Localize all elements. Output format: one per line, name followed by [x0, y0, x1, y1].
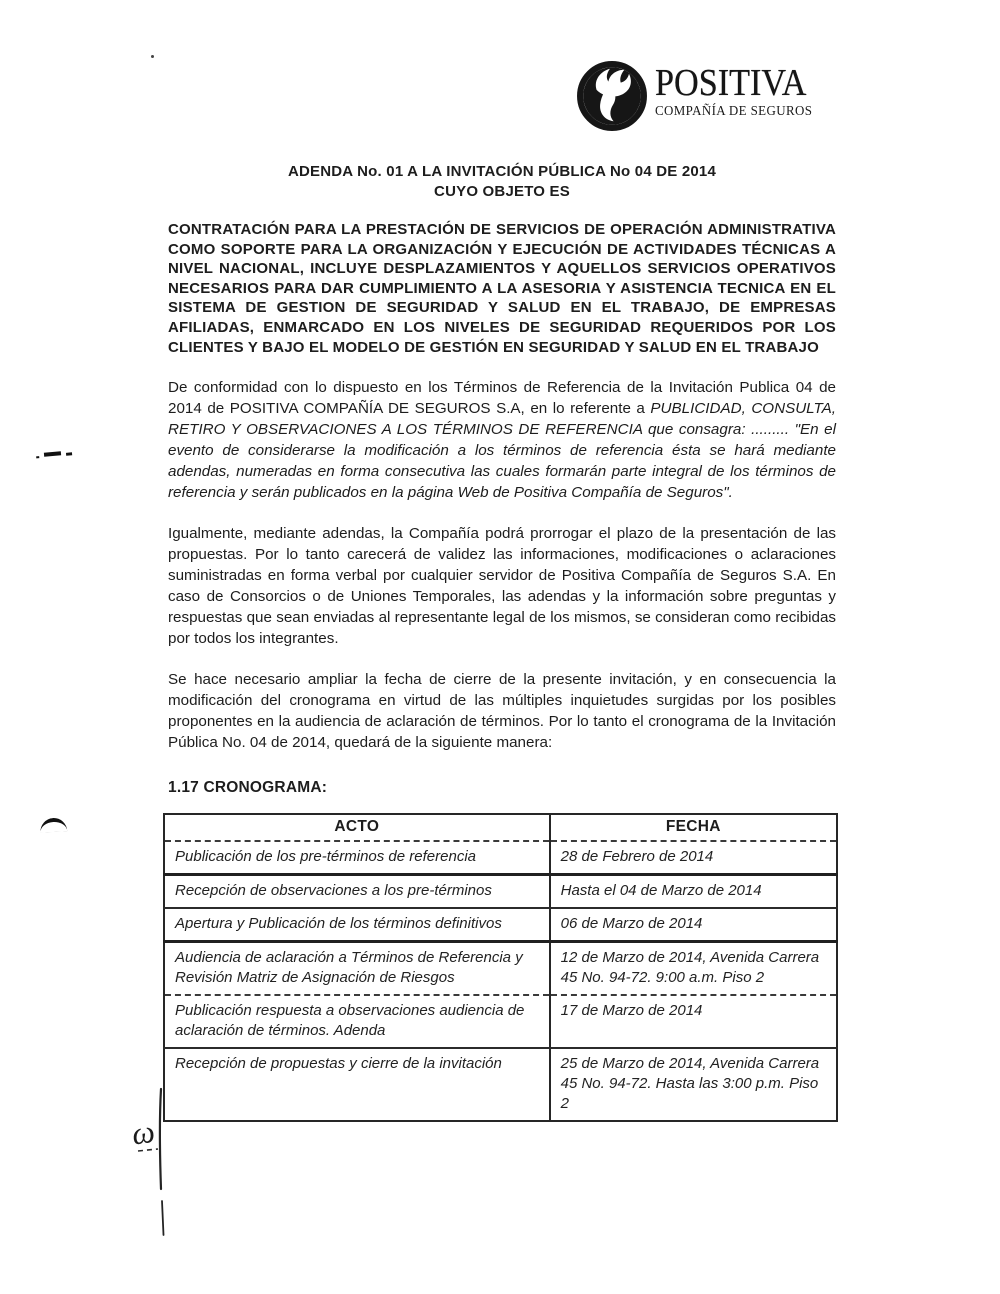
acto-cell: Recepción de observaciones a los pre-términos [164, 875, 550, 909]
logo-brand-text: POSITIVA [655, 62, 807, 104]
reference-paragraph-italic-quote: PUBLICIDAD, CONSULTA, RETIRO Y OBSERVACIONES A LOS TÉRMINOS DE REFERENCIA que consagra: ......... "En el evento de considerarse la modificación a los términos de referencia ésta se hará mediante adendas, numeradas en forma consecutiva las cuales formarán parte integral de los términos de referencia y serán publicados en la página Web de Positiva Compañía de Seguros". [168, 400, 836, 502]
table-row [164, 995, 837, 1048]
logo-tagline-text: COMPAÑÍA DE SEGUROS [655, 103, 813, 118]
table-header-acto: ACTO [164, 814, 550, 841]
fecha-cell: 06 de Marzo de 2014 [550, 908, 837, 942]
acto-cell: Audiencia de aclaración a Términos de Referencia y Revisión Matriz de Asignación de Riesgos [164, 942, 550, 996]
title-line-2: CUYO OBJETO ES [434, 183, 570, 200]
fecha-cell: 12 de Marzo de 2014, Avenida Carrera 45 No. 94-72. 9:00 a.m. Piso 2 [550, 942, 837, 996]
section-heading-cronograma: 1.17 CRONOGRAMA: [168, 779, 328, 797]
scan-speck [151, 55, 154, 58]
reference-paragraph-normal: De conformidad con lo dispuesto en los Términos de Referencia de la Invitación Publica 04 de 2014 de POSITIVA COMPAÑÍA DE SEGUROS S.A, en lo referente a [168, 379, 836, 418]
fecha-cell: Hasta el 04 de Marzo de 2014 [550, 875, 837, 909]
document-title [168, 162, 836, 202]
acto-cell: Publicación respuesta a observaciones audiencia de aclaración de términos. Adenda [164, 995, 550, 1048]
table-row [164, 942, 837, 996]
fecha-cell: 25 de Marzo de 2014, Avenida Carrera 45 No. 94-72. Hasta las 3:00 p.m. Piso 2 [560, 1055, 820, 1113]
table-row [164, 841, 837, 875]
svg-text:ω: ω [129, 1112, 157, 1152]
margin-dash-mark [40, 817, 68, 832]
positiva-globe-icon [576, 60, 648, 132]
table-row [164, 875, 837, 909]
fecha-cell: 28 de Febrero de 2014 [550, 841, 837, 875]
acto-cell: Publicación de los pre-términos de referencia [164, 841, 550, 875]
table-row [164, 1048, 837, 1121]
company-logo [576, 60, 823, 132]
validity-paragraph: Igualmente, mediante adendas, la Compañía podrá prorrogar el plazo de la presentación de las propuestas. Por lo tanto carecerá de validez las informaciones, modificaciones o aclaraciones suministradas en forma verbal por cualquier servidor de Positiva Compañía de Seguros S.A. En caso de Consorcios o de Uniones Temporales, las adendas y la información sobre preguntas y respuestas que sean enviadas al representante legal de los mismos, se consideran como recibidas por todos los integrantes. [168, 525, 836, 648]
cronograma-table [163, 813, 838, 1122]
table-header-row [164, 814, 837, 841]
document-body [168, 162, 836, 1122]
title-line-1: ADENDA No. 01 A LA INVITACIÓN PÚBLICA No 04 DE 2014 [287, 163, 717, 180]
fecha-cell: 17 de Marzo de 2014 [550, 995, 837, 1048]
extension-paragraph: Se hace necesario ampliar la fecha de cierre de la presente invitación, y en consecuencia la modificación del cronograma en virtud de las múltiples inquietudes surgidas por los posibles proponentes en la audiencia de aclaración de términos. Por lo tanto el cronograma de la Invitación Pública No. 04 de 2014, quedará de la siguiente manera: [168, 671, 836, 752]
logo-wordmark [655, 62, 823, 119]
table-header-fecha: FECHA [550, 814, 837, 841]
margin-dash-mark [44, 451, 61, 456]
table-row [164, 908, 837, 942]
handwritten-initial-mark [128, 1085, 178, 1245]
acto-cell: Apertura y Publicación de los términos definitivos [164, 908, 550, 942]
reference-paragraph [168, 377, 836, 503]
object-clause-paragraph: CONTRATACIÓN PARA LA PRESTACIÓN DE SERVICIOS DE OPERACIÓN ADMINISTRATIVA COMO SOPORTE PARA LA ORGANIZACIÓN Y EJECUCIÓN DE ACTIVIDADES TÉCNICAS A NIVEL NACIONAL, INCLUYE DESPLAZAMIENTOS Y AQUELLOS SERVICIOS OPERATIVOS NECESARIOS PARA DAR CUMPLIMIENTO A LA ASESORIA Y ASISTENCIA TECNICA EN EL SISTEMA DE GESTION DE SEGURIDAD Y SALUD EN EL TRABAJO, DE EMPRESAS AFILIADAS, ENMARCADO EN LOS NIVELES DE SEGURIDAD REQUERIDOS POR LOS CLIENTES Y BAJO EL MODELO DE GESTIÓN EN SEGURIDAD Y SALUD EN EL TRABAJO [168, 221, 836, 356]
acto-cell: Recepción de propuestas y cierre de la invitación [164, 1048, 550, 1121]
